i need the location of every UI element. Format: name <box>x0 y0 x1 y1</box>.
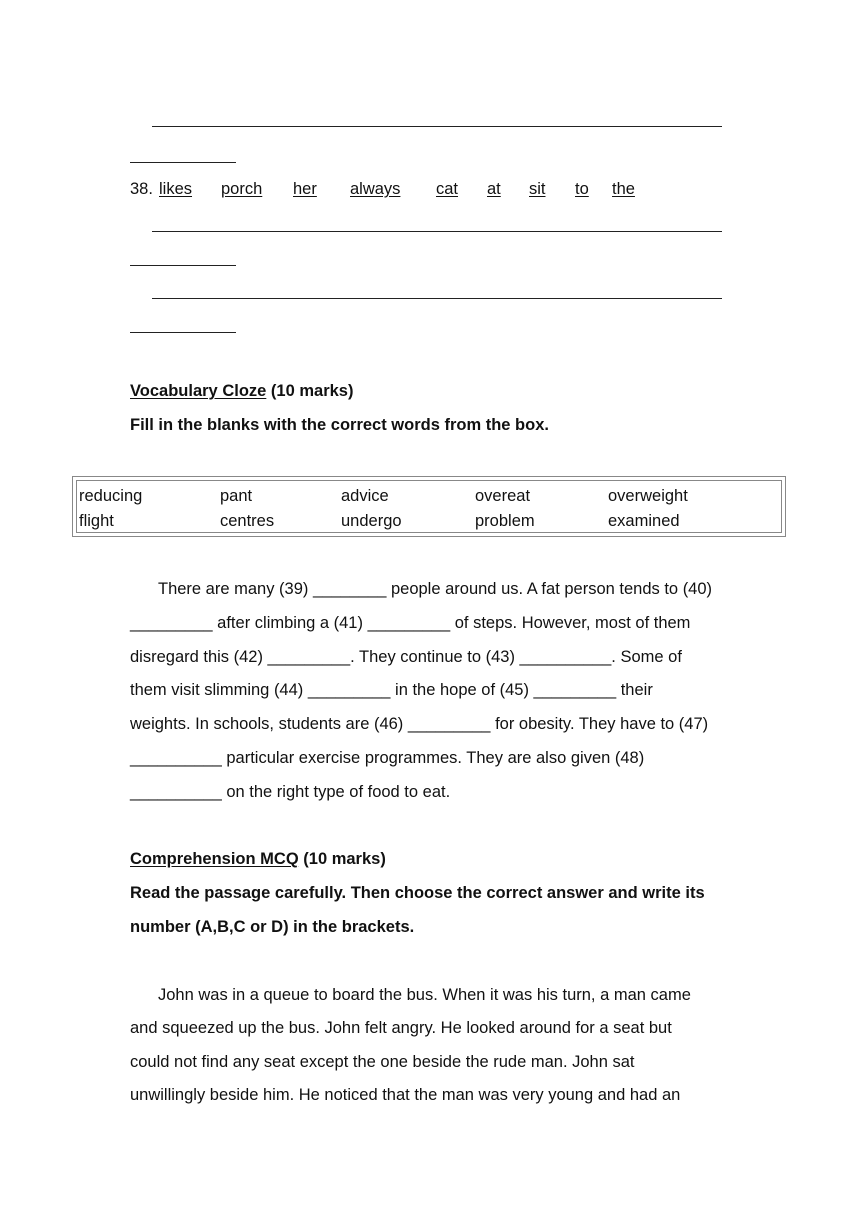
word-box-word: flight <box>79 512 114 530</box>
passage-line: and squeezed up the bus. John felt angry. He looked around for a seat but <box>130 1019 672 1037</box>
section-instruction: Fill in the blanks with the correct words from the box. <box>130 416 549 434</box>
word-box-word: overeat <box>475 487 531 505</box>
word-box <box>72 476 786 537</box>
section-instruction: Read the passage carefully. Then choose the correct answer and write its <box>130 884 705 902</box>
word-box-word: centres <box>220 512 275 530</box>
passage-line: __________ particular exercise programmes. They are also given (48) <box>130 749 645 767</box>
jumbled-word: sit <box>529 180 546 198</box>
jumbled-word: to <box>575 180 589 198</box>
section-marks: (10 marks) <box>298 850 386 868</box>
passage-line: unwillingly beside him. He noticed that the man was very young and had an <box>130 1086 681 1104</box>
section-instruction: number (A,B,C or D) in the brackets. <box>130 918 415 936</box>
section-title: Comprehension MCQ <box>130 850 299 868</box>
section-title: Vocabulary Cloze <box>130 382 267 400</box>
answer-line <box>130 332 236 333</box>
passage-line: disregard this (42) _________. They continue to (43) __________. Some of <box>130 648 682 666</box>
word-box-word: reducing <box>79 487 143 505</box>
section-marks: (10 marks) <box>266 382 354 400</box>
jumbled-word: porch <box>221 180 263 198</box>
passage-line: weights. In schools, students are (46) _________ for obesity. They have to (47) <box>130 715 709 733</box>
passage-line: could not find any seat except the one beside the rude man. John sat <box>130 1053 635 1071</box>
jumbled-word: cat <box>436 180 459 198</box>
jumbled-word: always <box>350 180 401 198</box>
word-box-word: undergo <box>341 512 402 530</box>
jumbled-word: her <box>293 180 317 198</box>
answer-line <box>152 126 722 127</box>
word-box-word: advice <box>341 487 389 505</box>
answer-line <box>152 231 722 232</box>
jumbled-word: likes <box>159 180 193 198</box>
word-box-word: overweight <box>608 487 688 505</box>
question-number: 38. <box>130 180 153 198</box>
word-box-word: examined <box>608 512 680 530</box>
section-heading-vocabulary <box>130 382 353 401</box>
answer-line <box>130 265 236 266</box>
word-box-word: pant <box>220 487 253 505</box>
passage-line: John was in a queue to board the bus. When it was his turn, a man came <box>158 986 691 1004</box>
passage-line: There are many (39) ________ people around us. A fat person tends to (40) <box>158 580 713 598</box>
answer-line <box>152 298 722 299</box>
jumbled-word: the <box>612 180 635 198</box>
passage-line: _________ after climbing a (41) _________ of steps. However, most of them <box>130 614 691 632</box>
jumbled-word: at <box>487 180 501 198</box>
word-box-word: problem <box>475 512 535 530</box>
passage-line: them visit slimming (44) _________ in the hope of (45) _________ their <box>130 681 653 699</box>
section-heading-comprehension <box>130 850 386 869</box>
passage-line: __________ on the right type of food to eat. <box>130 783 451 801</box>
answer-line <box>130 162 236 163</box>
